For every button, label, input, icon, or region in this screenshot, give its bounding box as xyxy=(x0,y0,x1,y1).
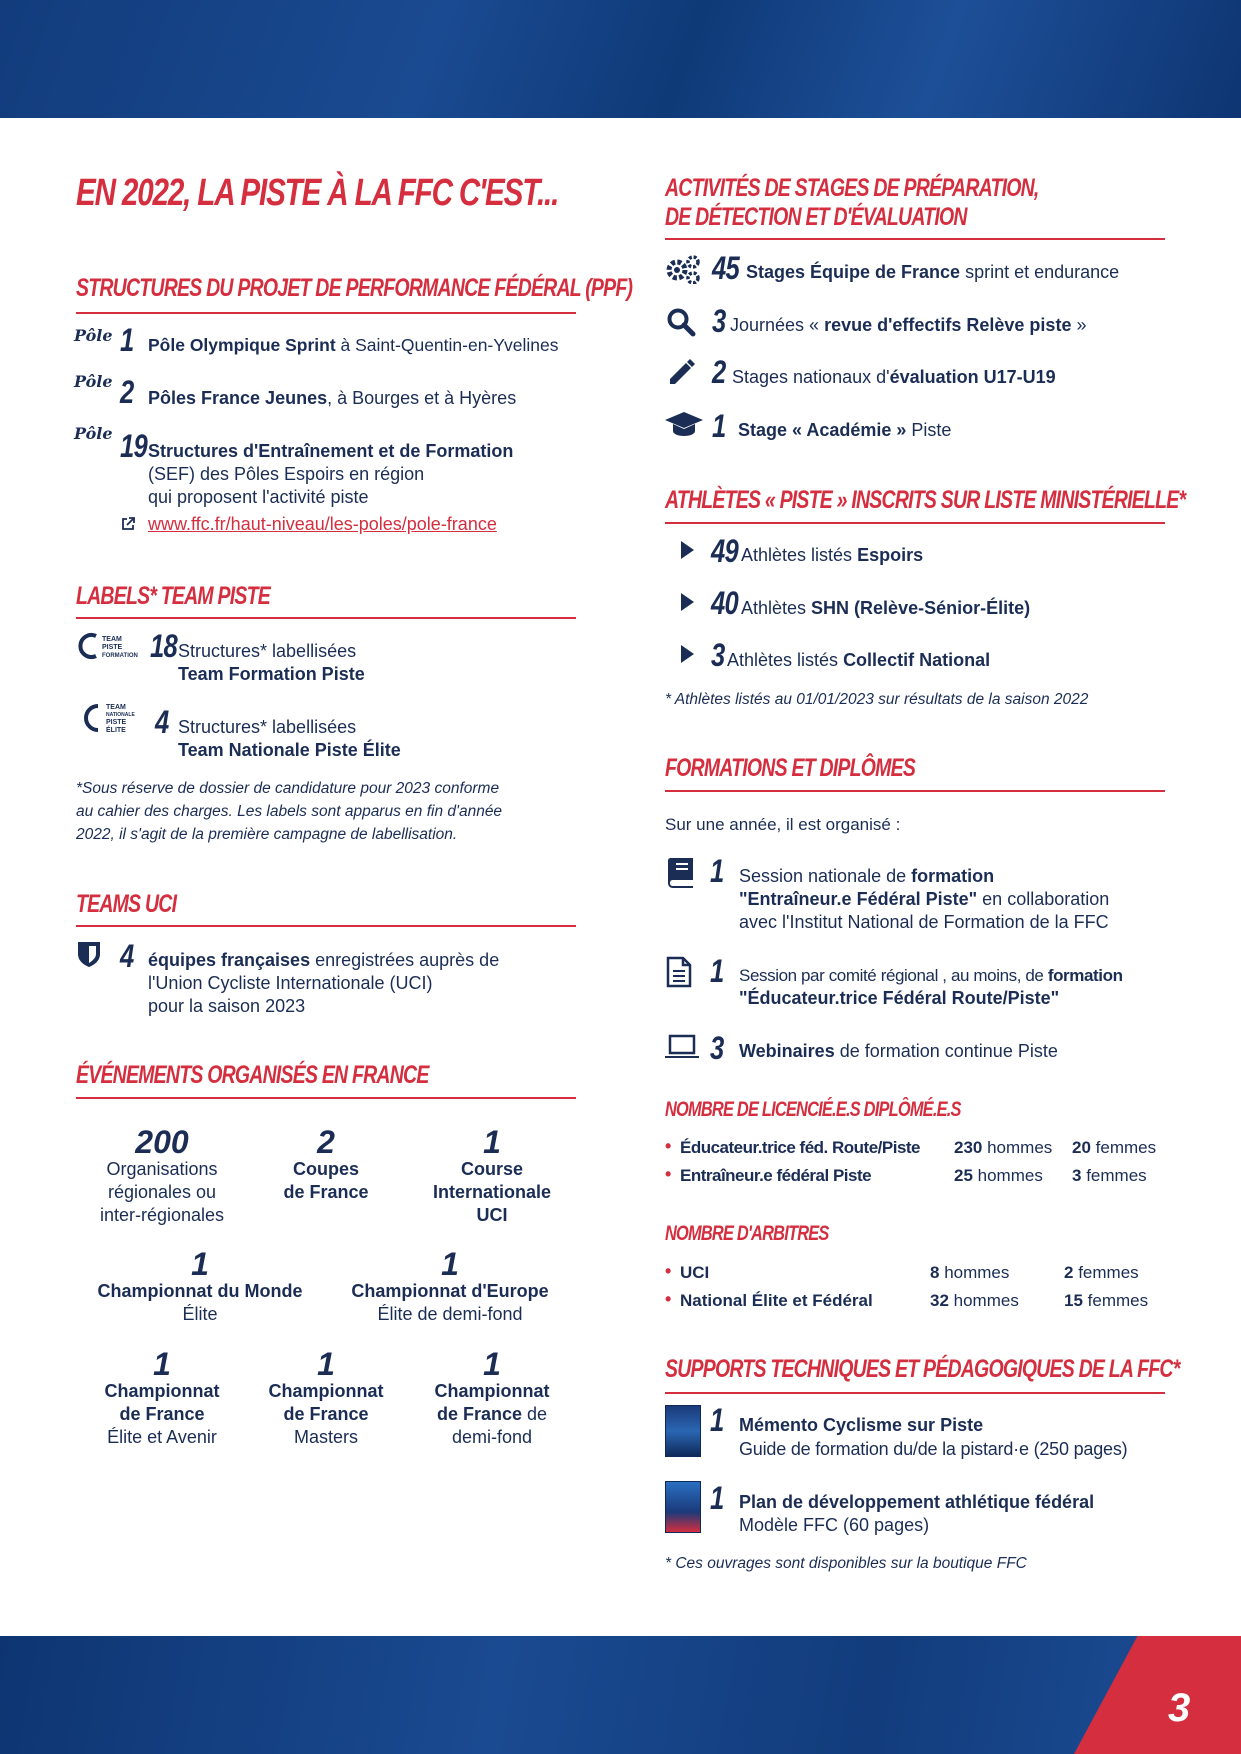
diplome-row-2-label: Entraîneur.e fédéral Piste xyxy=(680,1166,872,1185)
event-course-internationale: 1 Course Internationale UCI xyxy=(432,1124,552,1225)
formation-item-3-text: Webinaires de formation continue Piste xyxy=(739,1041,1058,1061)
event-organisations: 200 Organisations régionales ou inter-régionales xyxy=(99,1124,225,1225)
pole-france-link[interactable]: www.ffc.fr/haut-niveau/les-poles/pole-france xyxy=(148,514,497,534)
labels-item-2-text: Structures* labellisées xyxy=(178,717,357,737)
stage-item-2-number: 3 xyxy=(712,303,726,339)
arbitre-row-2-women: 15 femmes xyxy=(1064,1291,1149,1310)
svg-text:PISTE: PISTE xyxy=(106,719,127,726)
formation-item-1-number: 1 xyxy=(710,853,724,889)
svg-text:ÉLITE: ÉLITE xyxy=(106,727,126,734)
formation-item-2-line-2: "Éducateur.trice Fédéral Route/Piste" xyxy=(739,988,1060,1008)
formation-item-2-line-1: Session par comité régional , au moins, de formation xyxy=(739,966,1123,985)
arbitres-heading: NOMBRE D'ARBITRES xyxy=(665,1222,829,1245)
support-item-1-title: Mémento Cyclisme sur Piste xyxy=(739,1415,984,1435)
bullet-dot: • xyxy=(665,1164,672,1184)
diplomes-heading: NOMBRE DE LICENCIÉ.E.S DIPLÔMÉ.E.S xyxy=(665,1098,961,1121)
support-item-2-title: Plan de développement athlétique fédéral xyxy=(739,1492,1095,1512)
event-cdf-elite: 1 Championnat de France Élite et Avenir xyxy=(104,1346,220,1447)
event-cdf-demi-fond: 1 Championnat de France de demi-fond xyxy=(434,1346,550,1447)
arbitre-row-2-label: National Élite et Fédéral xyxy=(680,1291,873,1310)
labels-item-1-bold: Team Formation Piste xyxy=(178,664,365,684)
formation-item-2-number: 1 xyxy=(710,953,724,989)
memento-book-cover xyxy=(665,1405,701,1457)
stages-heading-line-1: ACTIVITÉS DE STAGES DE PRÉPARATION, xyxy=(665,174,1039,202)
support-item-2-number: 1 xyxy=(710,1480,724,1516)
ppf-item-3-number: 19 xyxy=(120,428,147,464)
triangle-bullet-icon xyxy=(681,645,694,663)
diplome-row-1-men: 230 hommes xyxy=(954,1138,1053,1157)
supports-heading: SUPPORTS TECHNIQUES ET PÉDAGOGIQUES DE LA FFC* xyxy=(665,1355,1180,1383)
external-link-icon xyxy=(120,516,136,532)
stage-item-3-number: 2 xyxy=(712,354,726,390)
pencil-icon xyxy=(666,357,696,387)
events-heading: ÉVÉNEMENTS ORGANISÉS EN FRANCE xyxy=(76,1061,429,1089)
athletes-item-1-text: Athlètes listés Espoirs xyxy=(741,545,924,565)
formation-item-1-line-3: avec l'Institut National de Formation de la FFC xyxy=(739,912,1109,932)
labels-rule xyxy=(76,617,576,619)
athletes-item-2-text: Athlètes SHN (Relève-Sénior-Élite) xyxy=(741,598,1031,618)
event-cdf-masters: 1 Championnat de France Masters xyxy=(268,1346,384,1447)
athletes-note: * Athlètes listés au 01/01/2023 sur résultats de la saison 2022 xyxy=(665,691,1089,708)
plan-book-cover xyxy=(665,1481,701,1533)
support-item-2-sub: Modèle FFC (60 pages) xyxy=(739,1515,930,1535)
labels-note-line-1: *Sous réserve de dossier de candidature pour 2023 conforme xyxy=(76,780,500,797)
events-rule xyxy=(76,1097,576,1099)
supports-rule xyxy=(665,1392,1165,1394)
arbitre-row-1-label: UCI xyxy=(680,1263,710,1282)
ppf-item-3-line2: (SEF) des Pôles Espoirs en région xyxy=(148,464,425,484)
stages-heading-line-2: DE DÉTECTION ET D'ÉVALUATION xyxy=(665,203,967,231)
labels-heading: LABELS* TEAM PISTE xyxy=(76,582,270,610)
triangle-bullet-icon xyxy=(681,541,694,559)
laptop-icon xyxy=(664,1034,700,1060)
stage-item-4-text: Stage « Académie » Piste xyxy=(738,420,952,440)
ppf-item-1-number: 1 xyxy=(120,322,134,358)
pole-logo: Pôle xyxy=(74,424,113,443)
labels-item-1-text: Structures* labellisées xyxy=(178,641,357,661)
arbitre-row-1-men: 8 hommes xyxy=(930,1263,1010,1282)
svg-text:NATIONALE: NATIONALE xyxy=(106,712,135,718)
document-icon xyxy=(666,956,692,988)
stage-item-3-text: Stages nationaux d'évaluation U17-U19 xyxy=(732,367,1056,387)
ppf-item-3-title: Structures d'Entraînement et de Formation xyxy=(148,441,514,461)
diplome-row-1-label: Éducateur.trice féd. Route/Piste xyxy=(680,1138,921,1157)
labels-note-line-2: au cahier des charges. Les labels sont apparus en fin d'année xyxy=(76,803,503,820)
formation-item-1-line-2: "Entraîneur.e Fédéral Piste" en collaboration xyxy=(739,889,1110,909)
teams-rule xyxy=(76,925,576,927)
bottom-banner xyxy=(0,1636,1241,1754)
support-item-1-number: 1 xyxy=(710,1402,724,1438)
athletes-item-3-text: Athlètes listés Collectif National xyxy=(727,650,991,670)
book-icon xyxy=(665,856,695,888)
svg-text:TEAM: TEAM xyxy=(102,636,122,643)
svg-text:FORMATION: FORMATION xyxy=(102,653,138,659)
teams-heading: TEAMS UCI xyxy=(76,890,177,918)
ppf-item-2-text: Pôles France Jeunes, à Bourges et à Hyères xyxy=(148,388,517,408)
svg-text:TEAM: TEAM xyxy=(106,704,126,711)
pole-logo: Pôle xyxy=(74,326,113,345)
bullet-dot: • xyxy=(665,1289,672,1309)
shield-icon xyxy=(76,940,102,968)
formation-item-1-line-1: Session nationale de formation xyxy=(739,866,995,886)
search-icon xyxy=(666,307,696,337)
ppf-rule xyxy=(76,312,576,314)
page-number: 3 xyxy=(1168,1686,1191,1730)
pole-logo: Pôle xyxy=(74,372,113,391)
bullet-dot: • xyxy=(665,1261,672,1281)
diplome-row-1-women: 20 femmes xyxy=(1072,1138,1157,1157)
stage-item-1-text: Stages Équipe de France sprint et endurance xyxy=(746,262,1120,282)
stages-rule xyxy=(665,238,1165,240)
support-item-1-sub: Guide de formation du/de la pistard·e (250 pages) xyxy=(739,1439,1128,1459)
athletes-item-1-number: 49 xyxy=(711,533,738,569)
gears-icon xyxy=(664,254,702,284)
teams-line-1: équipes françaises enregistrées auprès de xyxy=(148,950,500,970)
stage-item-4-number: 1 xyxy=(712,408,726,444)
team-formation-logo-icon xyxy=(78,632,148,660)
triangle-bullet-icon xyxy=(681,593,694,611)
labels-item-2-number: 4 xyxy=(155,704,169,740)
teams-number: 4 xyxy=(120,938,134,974)
athletes-item-3-number: 3 xyxy=(711,637,725,673)
formation-item-3-number: 3 xyxy=(710,1030,724,1066)
top-banner xyxy=(0,0,1241,118)
athletes-heading: ATHLÈTES « PISTE » INSCRITS SUR LISTE MINISTÉRIELLE* xyxy=(665,486,1186,514)
event-championnat-europe: 1 Championnat d'Europe Élite de demi-fond xyxy=(351,1246,549,1324)
bullet-dot: • xyxy=(665,1136,672,1156)
formations-rule xyxy=(665,790,1165,792)
event-championnat-monde: 1 Championnat du Monde Élite xyxy=(97,1246,303,1324)
ppf-item-2-number: 2 xyxy=(120,374,134,410)
ppf-item-3-line3: qui proposent l'activité piste xyxy=(148,487,369,507)
page-title: EN 2022, LA PISTE À LA FFC C'EST... xyxy=(76,172,559,214)
arbitre-row-1-women: 2 femmes xyxy=(1064,1263,1139,1282)
arbitre-row-2-men: 32 hommes xyxy=(930,1291,1019,1310)
labels-note-line-3: 2022, il s'agit de la première campagne de labellisation. xyxy=(76,826,458,843)
ppf-heading: STRUCTURES DU PROJET DE PERFORMANCE FÉDÉRAL (PPF) xyxy=(76,274,633,302)
teams-line-2: l'Union Cycliste Internationale (UCI) xyxy=(148,973,433,993)
stage-item-2-text: Journées « revue d'effectifs Relève piste » xyxy=(730,315,1087,335)
labels-item-2-bold: Team Nationale Piste Élite xyxy=(178,740,401,760)
labels-item-1-number: 18 xyxy=(150,628,177,664)
svg-text:PISTE: PISTE xyxy=(102,644,123,651)
teams-line-3: pour la saison 2023 xyxy=(148,996,306,1016)
stage-item-1-number: 45 xyxy=(712,250,739,286)
supports-note: * Ces ouvrages sont disponibles sur la boutique FFC xyxy=(665,1555,1027,1572)
diplome-row-2-men: 25 hommes xyxy=(954,1166,1043,1185)
athletes-rule xyxy=(665,522,1165,524)
diplome-row-2-women: 3 femmes xyxy=(1072,1166,1147,1185)
graduation-cap-icon xyxy=(664,410,704,438)
athletes-item-2-number: 40 xyxy=(711,585,738,621)
event-coupes-de-france: 2 Coupes de France xyxy=(283,1124,369,1202)
formations-heading: FORMATIONS ET DIPLÔMES xyxy=(665,754,916,782)
ppf-item-1-text: Pôle Olympique Sprint à Saint-Quentin-en-Yvelines xyxy=(148,335,559,355)
formations-intro: Sur une année, il est organisé : xyxy=(665,815,901,834)
team-elite-logo-icon xyxy=(80,700,150,736)
